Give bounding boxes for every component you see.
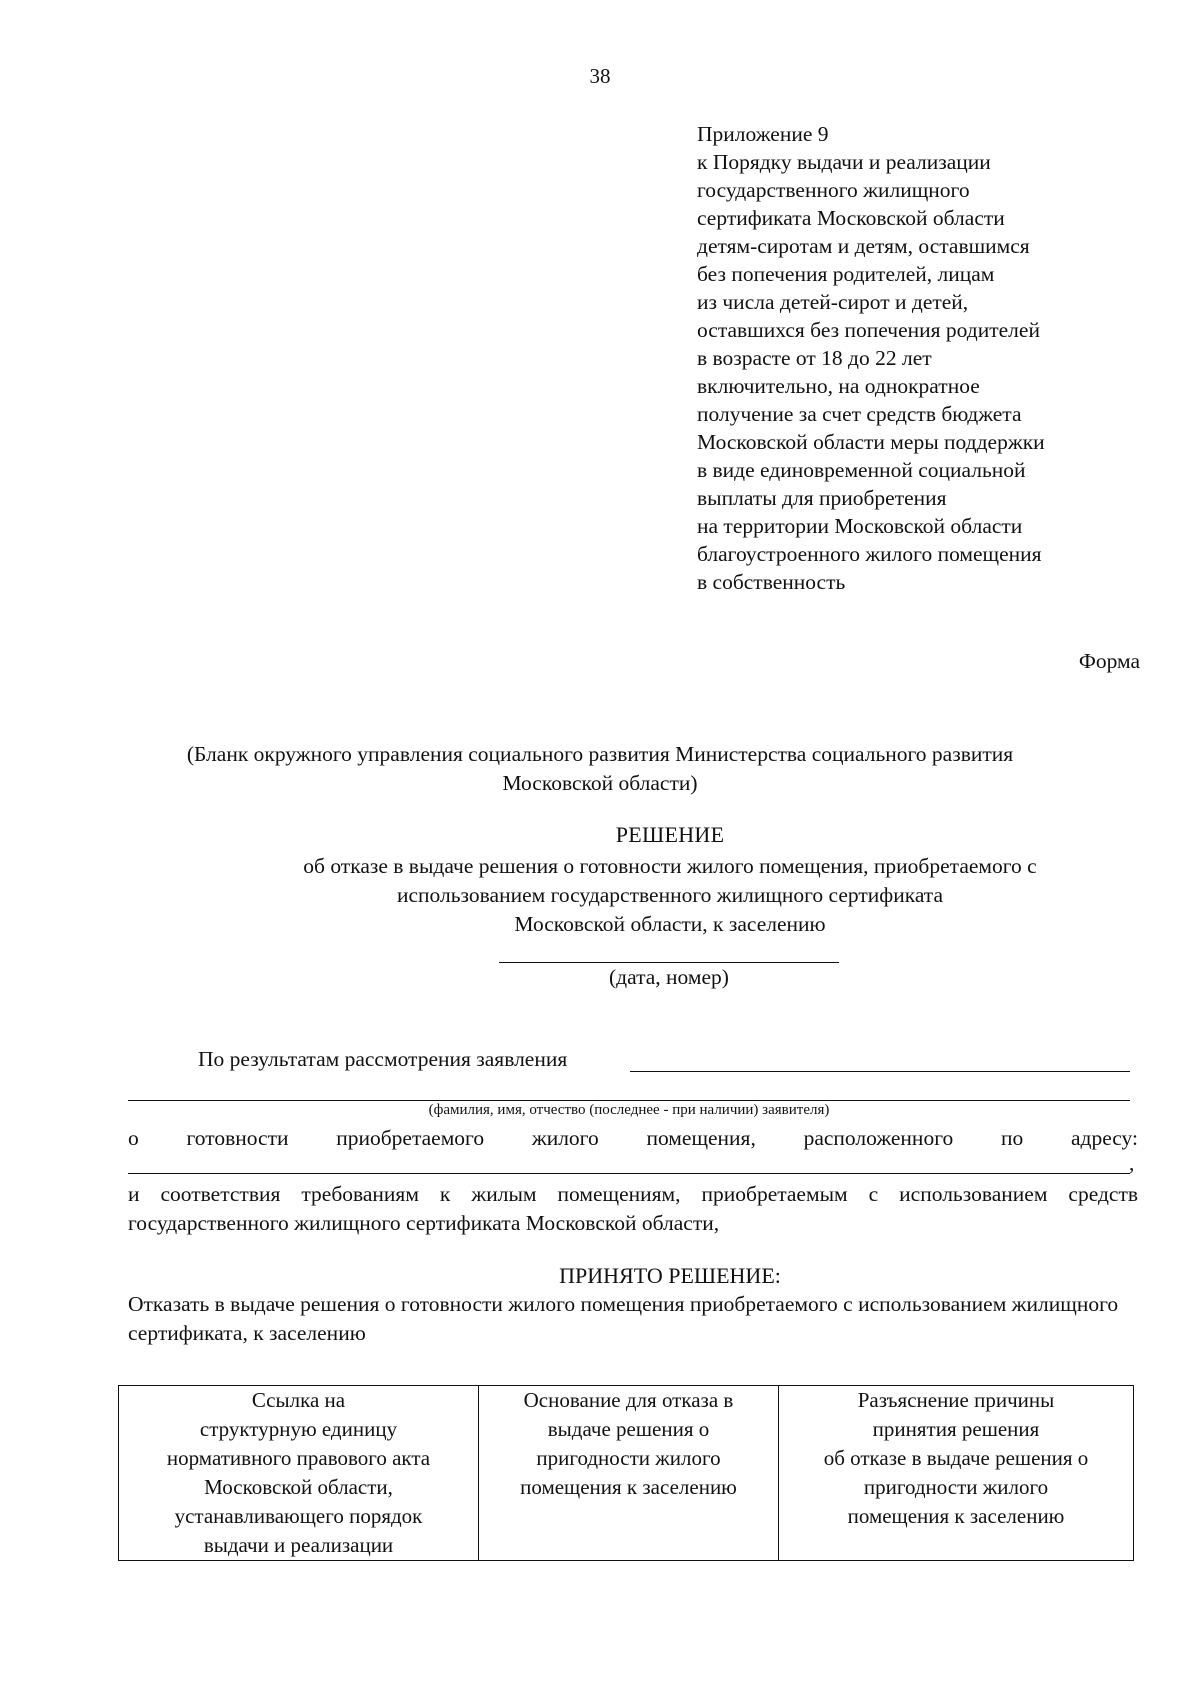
address-word: по — [1000, 1126, 1024, 1150]
resolution-title: ПРИНЯТО РЕШЕНИЕ: — [559, 1263, 781, 1288]
decision-subject-line: Московской области, к заселению — [514, 912, 826, 936]
decision-title: РЕШЕНИЕ — [615, 822, 725, 847]
decision-subject-line: об отказе в выдаче решения о готовности жилого помещения, приобретаемого с — [303, 854, 1037, 878]
cell-line: структурную единицу — [199, 1417, 398, 1441]
resolution-text: Отказать в выдаче решения о готовности жилого помещения приобретаемого с использованием жилищного сертификата, к заселению — [128, 1292, 1119, 1345]
cell-line: об отказе в выдаче решения о — [823, 1446, 1089, 1470]
appendix-line: включительно, на однократное — [697, 374, 980, 398]
address-word: жилого — [531, 1126, 599, 1150]
decision-subject — [170, 852, 1170, 939]
decision-subject-line: использованием государственного жилищного сертификата — [396, 883, 944, 907]
appendix-header — [697, 120, 1137, 596]
address-word: помещения, — [646, 1126, 756, 1150]
address-comma: , — [1129, 1151, 1135, 1175]
appendix-line: государственного жилищного — [697, 178, 970, 202]
address-word: о — [128, 1126, 139, 1150]
appendix-line: оставшихся без попечения родителей — [697, 318, 1040, 342]
address-word: адресу: — [1070, 1126, 1138, 1150]
table-row — [119, 1386, 1134, 1561]
address-word: расположенного — [803, 1126, 954, 1150]
page-number: 38 — [589, 64, 611, 88]
compliance-paragraph: и соответствия требованиям к жилым помещениям, приобретаемым с использованием средств государственного жилищного сертификата Московской области, — [128, 1182, 1138, 1235]
cell-line: выдачи и реализации — [203, 1533, 394, 1557]
address-sentence — [128, 1126, 1138, 1151]
appendix-line: получение за счет средств бюджета — [697, 402, 1022, 426]
applicant-name-blank[interactable] — [128, 1100, 1130, 1101]
cell-line: пригодности жилого — [863, 1475, 1049, 1499]
appendix-line: детям-сиротам и детям, оставшимся — [697, 234, 1030, 258]
appendix-line: Московской области меры поддержки — [697, 430, 1045, 454]
cell-line: Ссылка на — [251, 1388, 346, 1412]
appendix-line: благоустроенного жилого помещения — [697, 542, 1042, 566]
appendix-line: без попечения родителей, лицам — [697, 262, 995, 286]
cell-line: нормативного правового акта — [166, 1446, 431, 1470]
appendix-line: на территории Московской области — [697, 514, 1023, 538]
cell-line: пригодности жилого — [536, 1446, 721, 1470]
appendix-line: в виде единовременной социальной — [697, 458, 1026, 482]
table-cell-legal-reference — [119, 1386, 479, 1561]
cell-line: Разъяснение причины — [857, 1388, 1055, 1412]
table-cell-explanation — [779, 1386, 1134, 1561]
address-word: готовности — [186, 1126, 289, 1150]
cell-line: выдаче решения о — [547, 1417, 710, 1441]
date-number-caption: (дата, номер) — [609, 965, 729, 989]
cell-line: Основание для отказа в — [523, 1388, 734, 1412]
date-number-blank[interactable] — [499, 962, 839, 963]
cell-line: Московской области, — [204, 1475, 393, 1499]
blank-header-line: (Бланк окружного управления социального развития Министерства социального развития — [186, 742, 1014, 766]
address-blank[interactable] — [128, 1173, 1130, 1174]
cell-line: принятия решения — [872, 1417, 1040, 1441]
blank-header-line: Московской области) — [502, 771, 698, 795]
appendix-line: в собственность — [697, 570, 846, 594]
cell-line: помещения к заселению — [847, 1504, 1065, 1528]
review-prefix: По результатам рассмотрения заявления — [198, 1047, 568, 1071]
cell-line: устанавливающего порядок — [174, 1504, 423, 1528]
form-label: Форма — [1078, 649, 1140, 673]
appendix-line: к Порядку выдачи и реализации — [697, 150, 991, 174]
appendix-line: выплаты для приобретения — [697, 486, 947, 510]
appendix-line: сертификата Московской области — [697, 206, 1005, 230]
application-blank[interactable] — [630, 1071, 1130, 1072]
appendix-line: Приложение 9 — [697, 122, 829, 146]
table-cell-refusal-basis — [479, 1386, 779, 1561]
appendix-line: из числа детей-сирот и детей, — [697, 290, 969, 314]
cell-line: помещения к заселению — [520, 1475, 737, 1499]
refusal-reasons-table — [118, 1385, 1134, 1561]
appendix-line: в возрасте от 18 до 22 лет — [697, 346, 932, 370]
blank-header — [100, 740, 1100, 798]
address-word: приобретаемого — [336, 1126, 485, 1150]
applicant-name-caption: (фамилия, имя, отчество (последнее - при наличии) заявителя) — [428, 1102, 830, 1118]
